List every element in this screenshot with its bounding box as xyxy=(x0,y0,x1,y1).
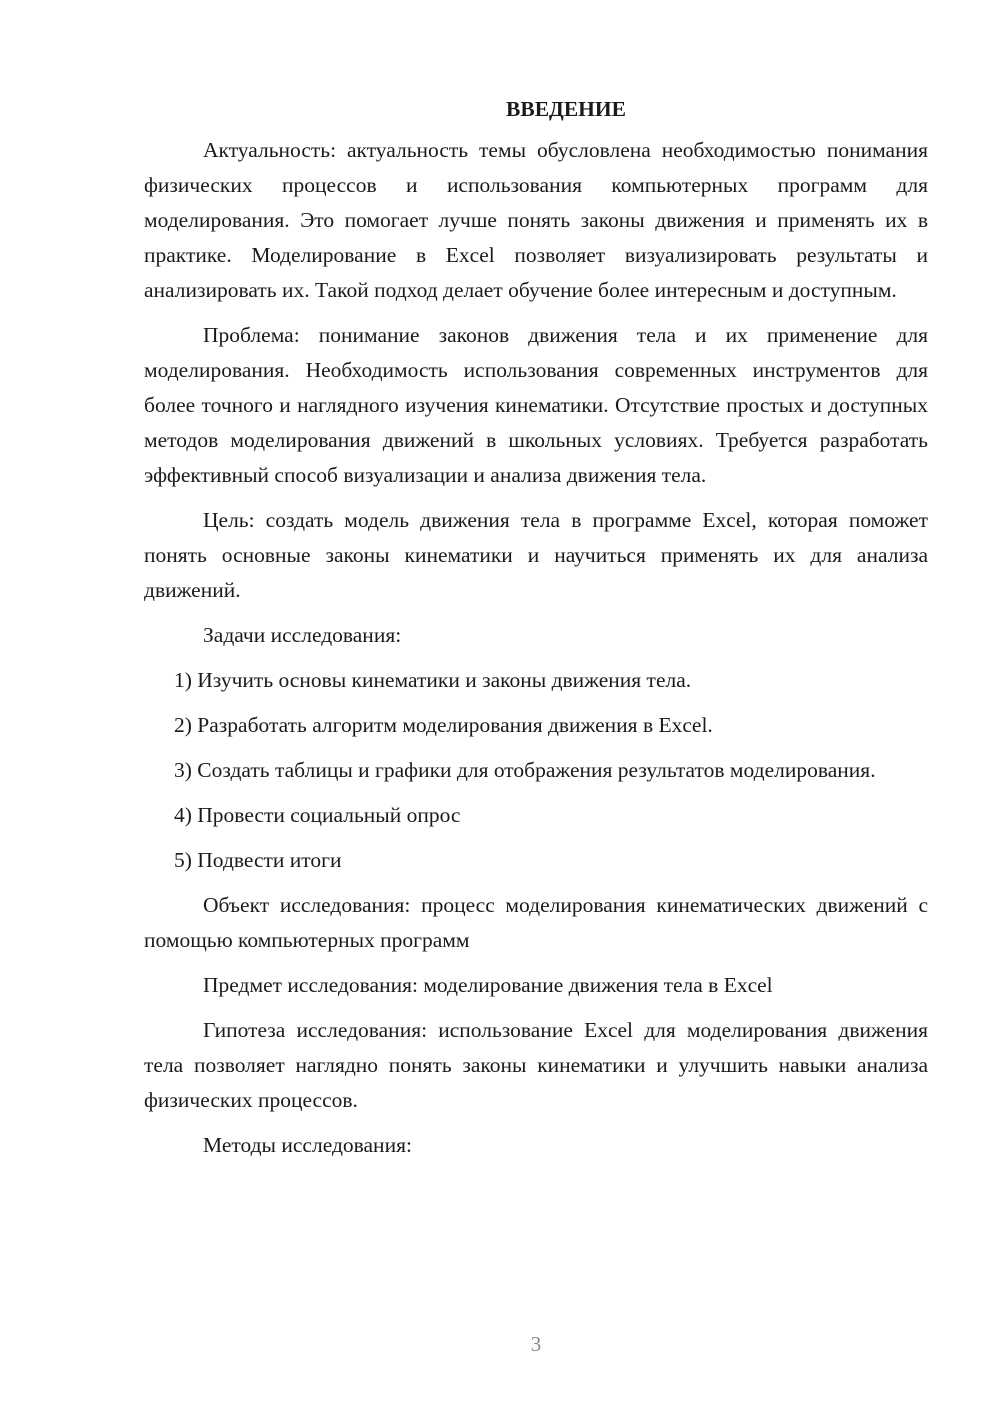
paragraph-relevance: Актуальность: актуальность темы обусловлена необходимостью понимания физических процессов и использования компьютерных программ для моделирования. Это помогает лучше понять законы движения и применять их в практике. Моделирование в Excel позволяет визуализировать результаты и анализировать их. Такой подход делает обучение более интересным и доступным. xyxy=(144,138,928,302)
task-item-4: 4) Провести социальный опрос xyxy=(174,803,461,827)
task-item-5: 5) Подвести итоги xyxy=(174,848,342,872)
task-item-1: 1) Изучить основы кинематики и законы движения тела. xyxy=(174,668,692,692)
paragraph-hypothesis: Гипотеза исследования: использование Excel для моделирования движения тела позволяет наглядно понять законы кинематики и улучшить навыки анализа физических процессов. xyxy=(144,1018,928,1112)
paragraph-object: Объект исследования: процесс моделирования кинематических движений с помощью компьютерных программ xyxy=(144,893,928,952)
task-item-3: 3) Создать таблицы и графики для отображения результатов моделирования. xyxy=(174,758,876,782)
paragraph-problem: Проблема: понимание законов движения тела и их применение для моделирования. Необходимость использования современных инструментов для более точного и наглядного изучения кинематики. Отсутствие простых и доступных методов моделирования движений в школьных условиях. Требуется разработать эффективный способ визуализации и анализа движения тела. xyxy=(144,323,928,487)
page-number: 3 xyxy=(530,1332,542,1356)
task-item-2: 2) Разработать алгоритм моделирования движения в Excel. xyxy=(174,713,713,737)
page-title: ВВЕДЕНИЕ xyxy=(506,97,626,121)
paragraph-subject: Предмет исследования: моделирование движения тела в Excel xyxy=(203,973,773,997)
paragraph-goal: Цель: создать модель движения тела в программе Excel, которая поможет понять основные законы кинематики и научиться применять их для анализа движений. xyxy=(144,508,928,602)
document-page xyxy=(144,92,928,1163)
tasks-heading: Задачи исследования: xyxy=(203,623,402,647)
methods-heading: Методы исследования: xyxy=(203,1133,412,1157)
